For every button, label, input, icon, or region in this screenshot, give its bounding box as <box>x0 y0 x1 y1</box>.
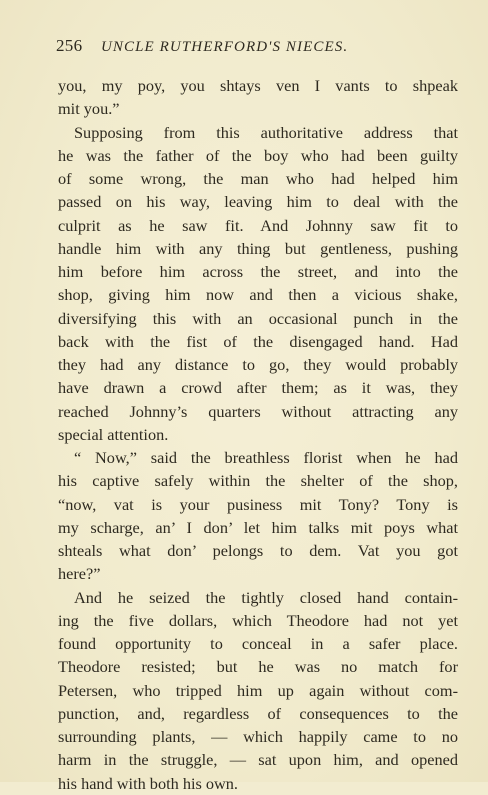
text-line: his hand with both his own. <box>58 773 239 793</box>
text-line: surrounding plants, — which happily came to no <box>58 727 458 746</box>
text-line: back with the fist of the disengaged hand. Had <box>58 331 458 351</box>
text-line: reached Johnny’s quarters without attracting any <box>58 401 458 421</box>
text-line: he was the father of the boy who had been guilty <box>58 145 458 165</box>
text-line: special attention. <box>58 424 169 444</box>
body-text <box>58 74 458 795</box>
text-line: culprit as he saw fit. And Johnny saw fit to <box>58 215 458 235</box>
text-line: you, my poy, you shtays ven I vants to shpeak <box>58 76 458 95</box>
text-line: And he seized the tightly closed hand contain- <box>74 587 458 607</box>
text-line: “now, vat is your pusiness mit Tony? Tony is <box>58 494 458 514</box>
text-line: Petersen, who tripped him up again without com- <box>58 680 458 700</box>
page-header <box>56 36 456 58</box>
text-line: Theodore resisted; but he was no match for <box>58 657 458 677</box>
text-line: have drawn a crowd after them; as it was, they <box>58 378 458 398</box>
text-line: diversifying this with an occasional punch in the <box>58 308 458 328</box>
text-line: found opportunity to conceal in a safer place. <box>58 634 458 653</box>
text-line: him before him across the street, and into the <box>58 262 458 281</box>
text-line: harm in the struggle, — sat upon him, and opened <box>58 750 458 770</box>
text-line: mit you.” <box>58 99 120 119</box>
text-line: my scharge, an’ I don’ let him talks mit poys what <box>58 517 458 537</box>
text-line: punction, and, regardless of consequences to the <box>58 703 458 723</box>
text-line: they had any distance to go, they would probably <box>58 355 458 374</box>
text-line: handle him with any thing but gentleness, pushing <box>58 238 458 258</box>
text-line: of some wrong, the man who had helped him <box>58 169 458 188</box>
text-line: ing the five dollars, which Theodore had not yet <box>58 610 458 630</box>
page-number: 256 <box>56 36 83 55</box>
text-line: here?” <box>58 564 101 584</box>
text-line: passed on his way, leaving him to deal with the <box>58 192 458 212</box>
running-title: UNCLE RUTHERFORD'S NIECES. <box>100 39 349 55</box>
text-line: “ Now,” said the breathless florist when he had <box>74 448 458 467</box>
text-line: Supposing from this authoritative address that <box>74 122 458 142</box>
text-line: his captive safely within the shelter of the shop, <box>58 471 458 491</box>
text-line: shteals what don’ pelongs to dem. Vat you got <box>58 541 458 560</box>
text-line: shop, giving him now and then a vicious shake, <box>58 285 458 305</box>
